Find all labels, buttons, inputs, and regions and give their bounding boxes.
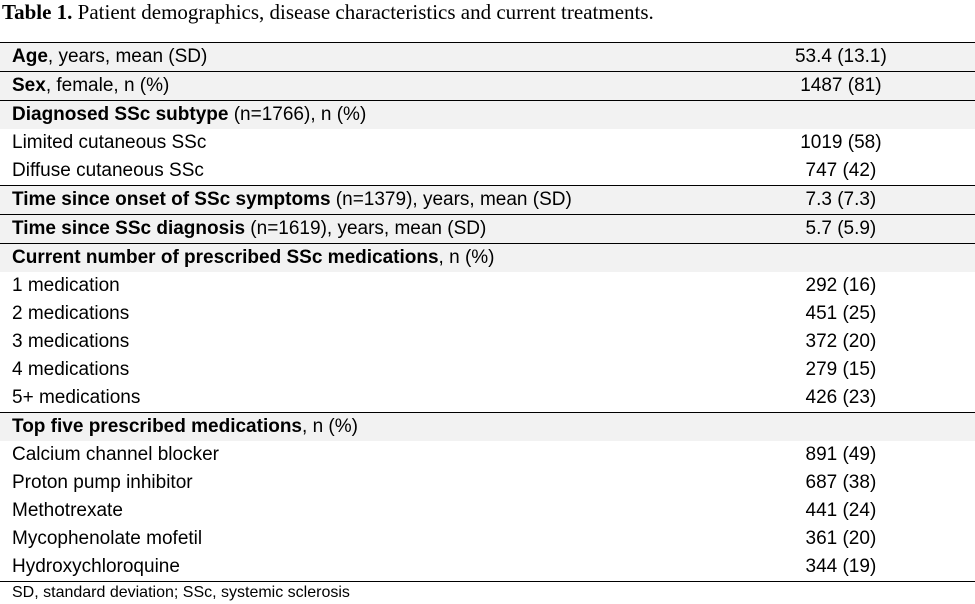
row-label-bold: Top five prescribed medications <box>12 416 303 437</box>
row-label: 4 medications <box>12 359 130 380</box>
row-value: 361 (20) <box>805 528 877 549</box>
table-row-onset <box>0 186 975 215</box>
row-value: 1019 (58) <box>800 132 882 153</box>
table-caption-text: Patient demographics, disease characteristics and current treatments. <box>72 0 654 24</box>
row-value: 53.4 (13.1) <box>707 43 975 72</box>
row-value <box>707 413 975 442</box>
row-label-bold: Time since SSc diagnosis <box>12 218 246 239</box>
row-label <box>0 101 707 130</box>
row-label-bold: Sex <box>12 75 46 96</box>
row-value <box>707 244 975 273</box>
row-label-rest: (n=1619), years, mean (SD) <box>245 218 487 239</box>
row-label <box>0 43 707 72</box>
row-label: 5+ medications <box>12 387 141 408</box>
table-row <box>0 553 975 582</box>
row-label-bold: Time since onset of SSc symptoms <box>12 189 331 210</box>
table-row <box>0 356 975 384</box>
table-row-subtype-header <box>0 101 975 130</box>
row-label-rest: (n=1766), n (%) <box>228 104 367 125</box>
row-value: 344 (19) <box>707 553 975 582</box>
table-row <box>0 469 975 497</box>
row-value: 747 (42) <box>805 160 877 181</box>
row-label: Limited cutaneous SSc <box>12 132 207 153</box>
row-label <box>0 72 707 101</box>
demographics-table <box>0 42 975 582</box>
table-row <box>0 497 975 525</box>
row-value: 891 (49) <box>805 444 877 465</box>
row-label-bold: Current number of prescribed SSc medications <box>12 247 439 268</box>
row-label <box>0 244 707 273</box>
row-label-rest: , n (%) <box>438 247 495 268</box>
row-label: Calcium channel blocker <box>12 444 219 465</box>
table-caption-label: Table 1. <box>2 0 73 24</box>
row-value <box>707 101 975 130</box>
table-row-sex <box>0 72 975 101</box>
table-row-diagnosis <box>0 215 975 244</box>
row-label-rest: , n (%) <box>302 416 358 437</box>
row-label: Hydroxychloroquine <box>0 553 707 582</box>
row-label-rest: (n=1379), years, mean (SD) <box>330 189 572 210</box>
row-label-bold: Age <box>12 46 48 67</box>
row-value: 292 (16) <box>805 275 877 296</box>
table-caption <box>2 0 654 28</box>
row-label: Proton pump inhibitor <box>12 472 193 493</box>
row-value: 5.7 (5.9) <box>707 215 975 244</box>
row-label <box>0 413 707 442</box>
row-label-bold: Diagnosed SSc subtype <box>12 104 229 125</box>
row-label: Methotrexate <box>12 500 123 521</box>
table-row <box>0 157 975 186</box>
row-label: 1 medication <box>12 275 120 296</box>
row-value: 451 (25) <box>805 303 877 324</box>
row-label-rest: , female, n (%) <box>45 75 170 96</box>
row-label-rest: , years, mean (SD) <box>47 46 208 67</box>
row-label: Mycophenolate mofetil <box>12 528 203 549</box>
row-value: 441 (24) <box>805 500 877 521</box>
table-row-medcount-header <box>0 244 975 273</box>
row-label: 3 medications <box>12 331 130 352</box>
table-row-age <box>0 43 975 72</box>
row-label: 2 medications <box>12 303 130 324</box>
table-row <box>0 384 975 413</box>
table-row <box>0 129 975 157</box>
table-row <box>0 525 975 553</box>
row-label <box>0 186 707 215</box>
row-value: 687 (38) <box>805 472 877 493</box>
row-label <box>0 215 707 244</box>
table-row <box>0 272 975 300</box>
row-value: 279 (15) <box>805 359 877 380</box>
row-value: 426 (23) <box>805 387 877 408</box>
row-label: Diffuse cutaneous SSc <box>12 160 204 181</box>
table-row <box>0 328 975 356</box>
table-row-topfive-header <box>0 413 975 442</box>
row-value: 372 (20) <box>805 331 877 352</box>
table-row <box>0 441 975 469</box>
table-footnote: SD, standard deviation; SSc, systemic sclerosis <box>12 584 350 601</box>
table-row <box>0 300 975 328</box>
row-value: 1487 (81) <box>707 72 975 101</box>
row-value: 7.3 (7.3) <box>707 186 975 215</box>
